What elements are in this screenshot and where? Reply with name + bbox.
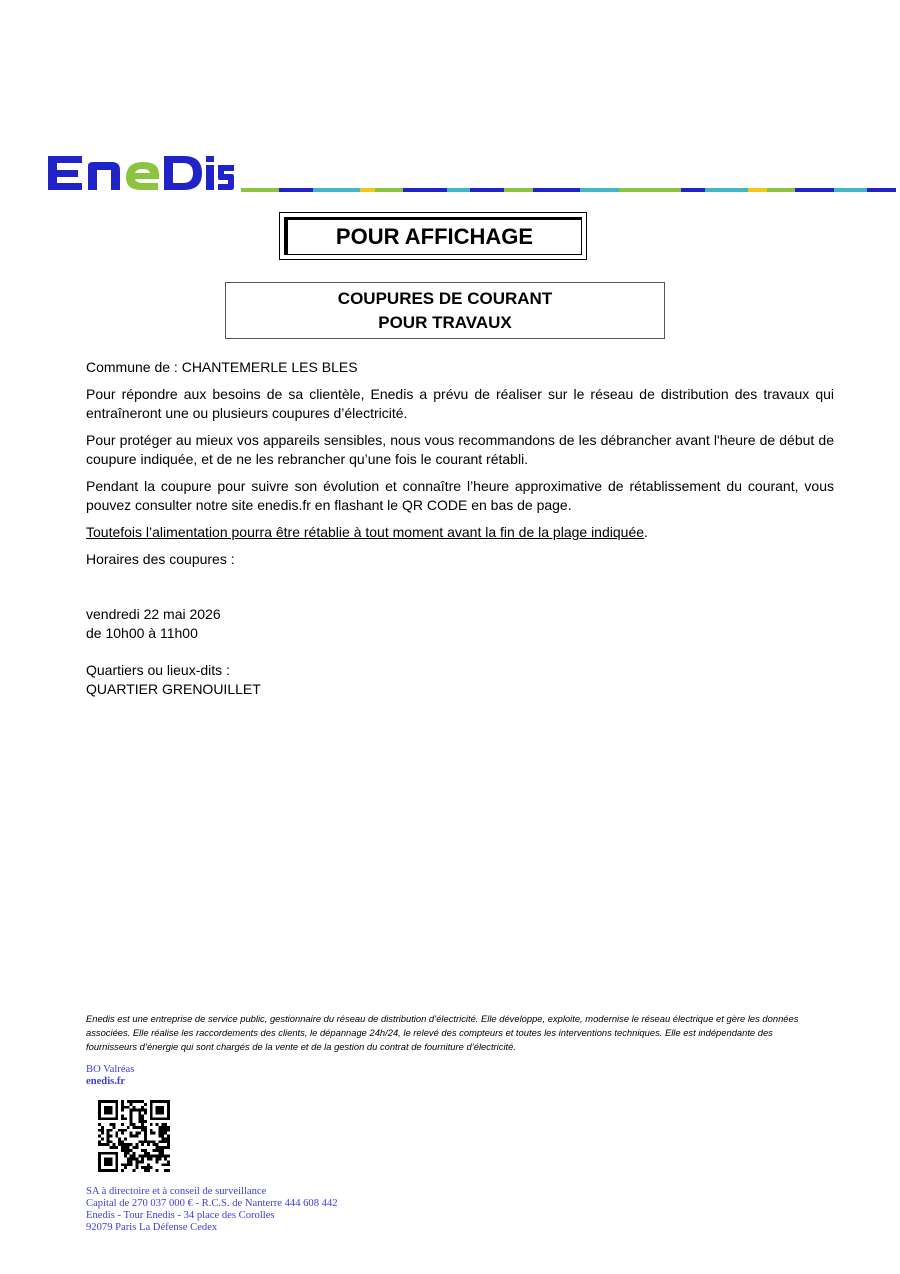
coupure-time: de 10h00 à 11h00 (86, 625, 198, 641)
office-name: BO Valréas (86, 1064, 135, 1075)
stripe-segment (767, 188, 796, 192)
notice-body (86, 358, 834, 699)
stripe-segment (748, 188, 767, 192)
stripe-segment (795, 188, 833, 192)
pour-affichage-box (279, 212, 587, 260)
legal-line-3: Enedis - Tour Enedis - 34 place des Corolles (86, 1210, 275, 1221)
coupure-date: vendredi 22 mai 2026 (86, 606, 221, 622)
stripe-segment (533, 188, 581, 192)
enedis-logo (46, 152, 234, 194)
stripe-segment (705, 188, 748, 192)
stripe-segment (681, 188, 705, 192)
stripe-segment (241, 188, 279, 192)
quartiers-label: Quartiers ou lieux-dits : (86, 662, 230, 678)
coupures-title-box (225, 282, 665, 339)
legal-line-4: 92079 Paris La Défense Cedex (86, 1222, 218, 1233)
stripe-segment (375, 188, 404, 192)
paragraph-appareils: Pour protéger au mieux vos appareils sensibles, nous vous recommandons de les débrancher avant l'heure de début de coupure indiquée, et de ne les rebrancher qu’une fois le courant rétabli. (86, 432, 834, 467)
paragraph-retablissement (86, 523, 834, 542)
website-link[interactable]: enedis.fr (86, 1076, 126, 1087)
legal-line-1: SA à directoire et à conseil de surveillance (86, 1186, 267, 1197)
brand-stripe (241, 188, 896, 192)
legal-line-2: Capital de 270 037 000 € - R.C.S. de Nanterre 444 608 442 (86, 1198, 338, 1209)
stripe-segment (834, 188, 867, 192)
stripe-segment (360, 188, 374, 192)
retablissement-period: . (644, 524, 648, 540)
legal-block (86, 1186, 338, 1234)
stripe-segment (403, 188, 446, 192)
coupures-title-line1: COUPURES DE COURANT (337, 289, 553, 308)
footer-notice: Enedis est une entreprise de service public, gestionnaire du réseau de distribution d’électricité. Elle développe, exploite, modernise le réseau électrique et gère les données associées. Elle réalise les raccordements des clients, le dépannage 24h/24, le relevé des compteurs et toutes les interventions techniques. Elle est indépendante des fournisseurs d’énergie qui sont chargés de la vente et de la gestion du contrat de fourniture d’électricité. (86, 1013, 799, 1052)
commune: Commune de : CHANTEMERLE LES BLES (86, 359, 358, 375)
office-block (86, 1064, 134, 1088)
stripe-segment (470, 188, 503, 192)
quartier-name: QUARTIER GRENOUILLET (86, 681, 261, 697)
stripe-segment (447, 188, 471, 192)
stripe-segment (580, 188, 618, 192)
stripe-segment (279, 188, 312, 192)
paragraph-besoins: Pour répondre aux besoins de sa clientèle, Enedis a prévu de réaliser sur le réseau de distribution des travaux qui entraîneront une ou plusieurs coupures d’électricité. (86, 386, 834, 421)
stripe-segment (619, 188, 648, 192)
stripe-segment (504, 188, 533, 192)
retablissement-underlined: Toutefois l’alimentation pourra être rétablie à tout moment avant la fin de la plage indiquée (86, 524, 645, 540)
qr-code[interactable] (98, 1100, 170, 1172)
paragraph-suivi: Pendant la coupure pour suivre son évolution et connaître l’heure approximative de rétablissement du courant, vous pouvez consulter notre site enedis.fr en flashant le QR CODE en bas de page. (86, 478, 834, 513)
stripe-segment (647, 188, 680, 192)
horaires-label: Horaires des coupures : (86, 551, 235, 567)
stripe-segment (867, 188, 896, 192)
coupures-title-line2: POUR TRAVAUX (378, 313, 512, 332)
pour-affichage-label: POUR AFFICHAGE (284, 217, 582, 255)
stripe-segment (313, 188, 361, 192)
